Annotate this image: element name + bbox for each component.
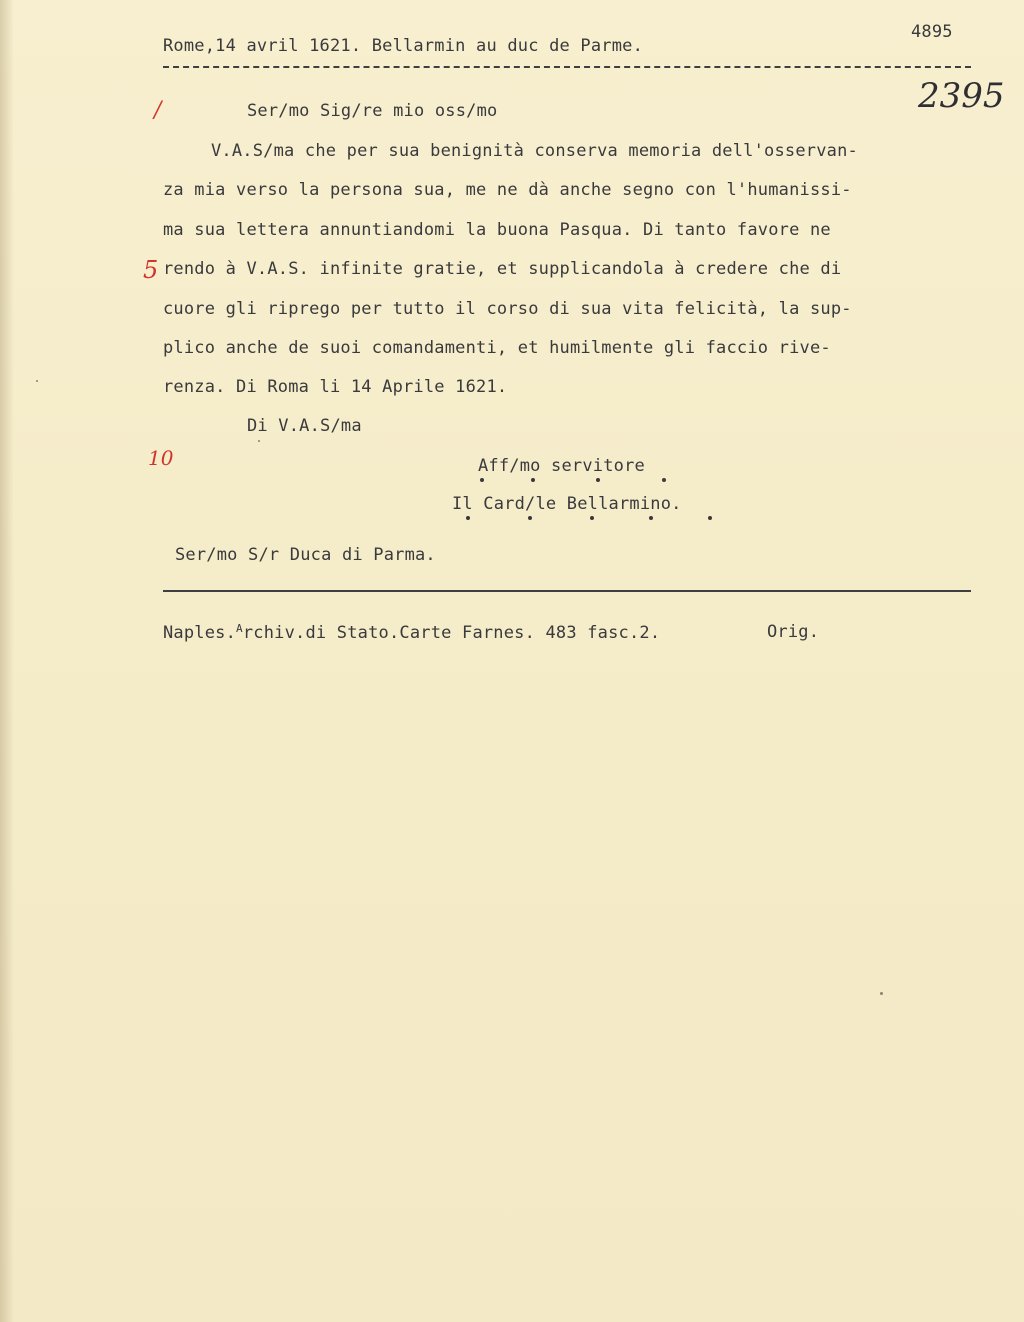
underdot [531, 478, 535, 482]
handwritten-number: 2395 [918, 76, 1005, 116]
underdot [649, 516, 653, 520]
underdot [590, 516, 594, 520]
paper-speck [880, 992, 883, 995]
letter-line-4: rendo à V.A.S. infinite gratie, et supplicandola à credere che di [163, 259, 842, 279]
margin-mark-line-1: / [154, 98, 162, 123]
header-title: Rome,14 avril 1621. Bellarmin au duc de Parme. [163, 36, 644, 56]
page-number: 4895 [911, 22, 953, 42]
footer-divider [163, 590, 971, 592]
letter-line-5: cuore gli riprego per tutto il corso di sua vita felicità, la sup- [163, 299, 852, 319]
letter-line-6: plico anche de suoi comandamenti, et humilmente gli faccio rive- [163, 338, 831, 358]
paper-speck [258, 440, 260, 442]
letter-line-2: za mia verso la persona sua, me ne dà anche segno con l'humanissi- [163, 180, 852, 200]
signature-line-1: Aff/mo servitore [478, 456, 645, 476]
archive-source-rest: rchiv.di Stato.Carte Farnes. 483 fasc.2. [242, 623, 661, 643]
margin-mark-line-5: 5 [143, 256, 159, 284]
letter-salutation: Ser/mo Sig/re mio oss/mo [247, 101, 498, 121]
letter-addressee: Ser/mo S/r Duca di Parma. [175, 545, 436, 565]
paper-speck [36, 380, 38, 382]
archive-source-prefix: Naples. [163, 623, 237, 643]
underdot [528, 516, 532, 520]
original-marker: Orig. [767, 622, 820, 642]
underdot [480, 478, 484, 482]
letter-closing: Di V.A.S/ma [247, 416, 362, 436]
letter-line-1: V.A.S/ma che per sua benignità conserva memoria dell'osservan- [211, 141, 858, 161]
letter-line-3: ma sua lettera annuntiandomi la buona Pasqua. Di tanto favore ne [163, 220, 831, 240]
signature-line-2: Il Card/le Bellarmino. [452, 494, 682, 514]
margin-mark-line-10: 10 [148, 446, 174, 470]
underdot [466, 516, 470, 520]
archive-source [163, 622, 660, 643]
archive-source-superscript: A [236, 622, 243, 635]
underdot [662, 478, 666, 482]
header-divider [163, 66, 971, 68]
letter-line-7: renza. Di Roma li 14 Aprile 1621. [163, 377, 508, 397]
underdot [596, 478, 600, 482]
underdot [708, 516, 712, 520]
